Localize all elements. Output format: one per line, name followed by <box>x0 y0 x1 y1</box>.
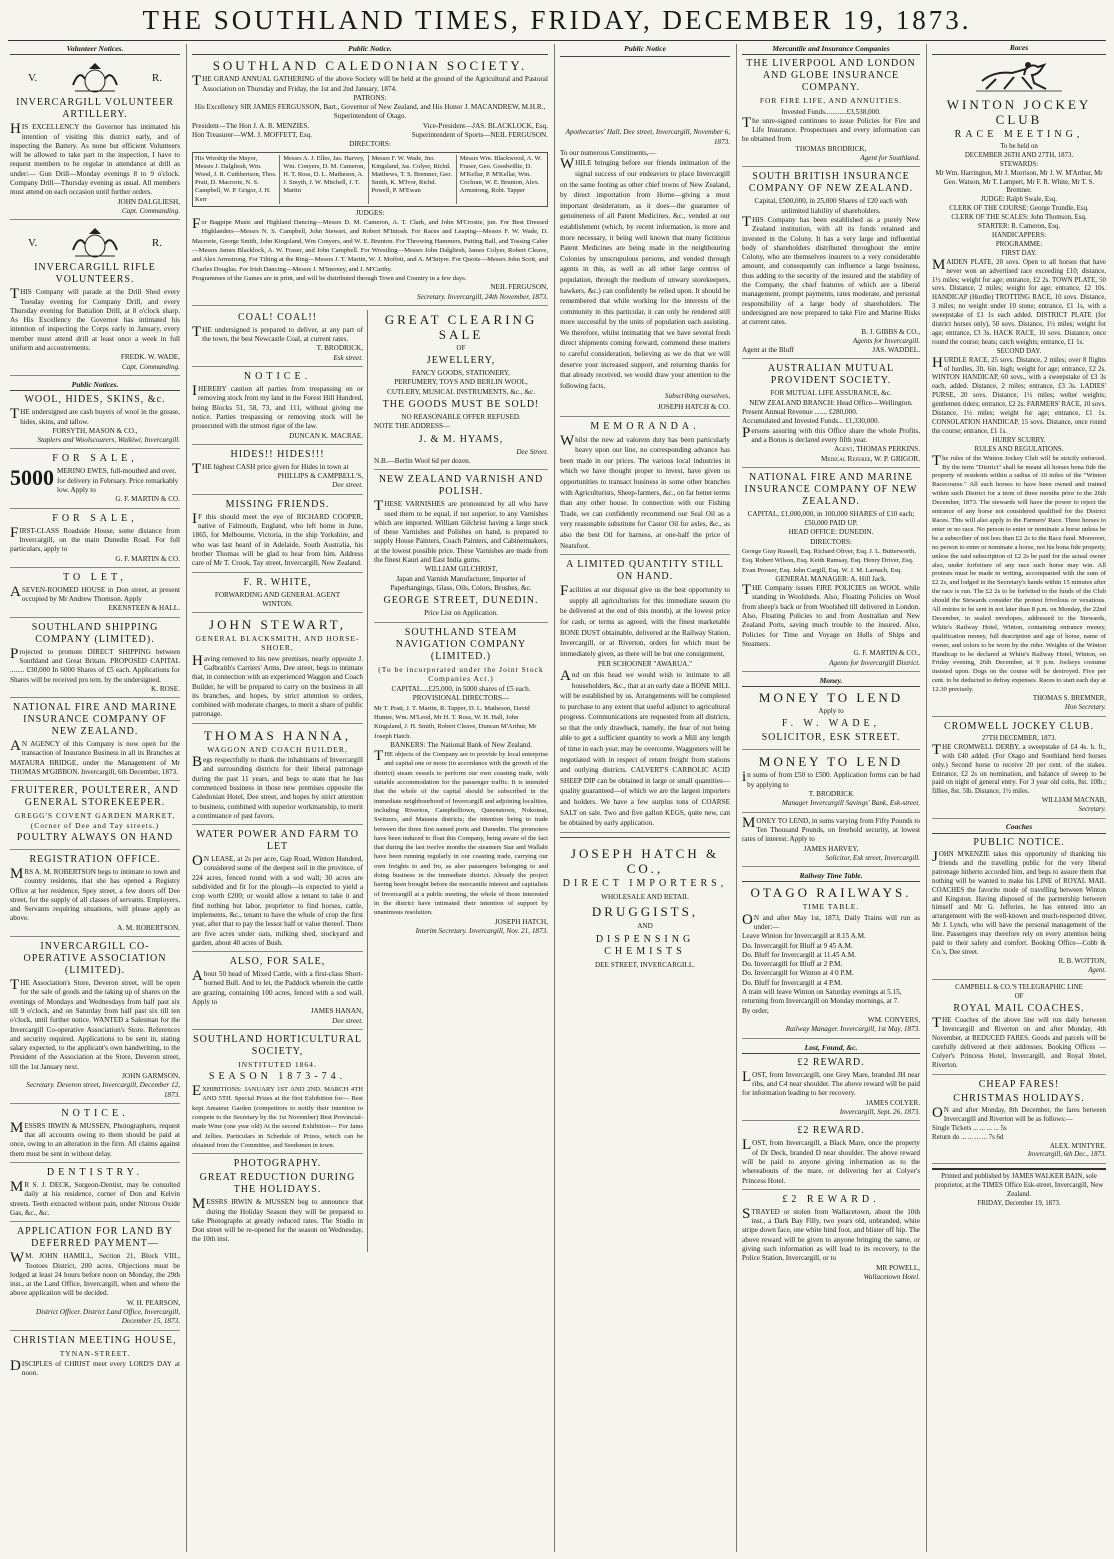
reward-notice: £2 REWARD. STRAYED or stolen from Wallacetown, about the 10th inst., a Dark Bay Filly, two years old, unbranded, white stripe down face, one white hind foot, and blister off hip. The above reward will be given to anyone bringing the same, or giving such information as will lead to its recovery, to the Police Station, Invercargill, or to MR POWELL, Wallacetown Hotel. <box>742 1193 920 1281</box>
to-let-advert: TO LET, ASEVEN-ROOMED HOUSE in Don street, at present occupied by Mr Andrew Thomson. Apply EKENSTEEN & HALL. <box>10 572 180 618</box>
artillery-notice: INVERCARGILL VOLUNTEER ARTILLERY. HIS EXCELLENCY the Governor has intimated his intention of visiting this district early, and of inspecting the Battery. As none but efficient Volunteers will be allowed to take part in the inspection, I have to request members to be regular in attendance at drill as under:— Gun Drill—Monday evenings 8 to 9 o'clock. Company Drill—Thursday evening as usual. All members must attend on each occasion until further orders. JOHN DALGLIESH, Capt. Commanding. <box>10 97 180 220</box>
coach-builder-advert: THOMAS HANNA, WAGGON AND COACH BUILDER, Begs respectfully to thank the inhabitants of Invercargill and surrounding districts for their liberal patronage during the past 11 years, and begs to state that he has commenced business in those new premises opposite the Caledonian Hotel, Dee street, and hopes by strict attention to business, combined with superior workmanship, to merit a continuance of past favors. <box>192 728 363 825</box>
amp-society-advert: AUSTRALIAN MUTUAL PROVIDENT SOCIETY. FOR MUTUAL LIFE ASSURANCE, &c. NEW ZEALAND BRANCH: Head Office—Wellington. Present Annual Revenue ....... £280,000. Accumulated and Invested Funds... £1,330,000. Persons assuring with this Office share the whole Profits, and a Bonus is declared every fifth year. Agent, THOMAS PERKINS. Medical Referee, W. P. GRIGOR. <box>742 363 920 467</box>
section-heading: Public Notice <box>560 44 730 57</box>
money-to-lend-advert: MONEY TO LEND, in sums varying from Fifty Pounds to Ten Thousand Pounds, on freehold security, at lowest rates of interest. Apply to JAMES HARVEY, Solicitor, Esk street, Invercargill. <box>742 817 920 867</box>
column-2-lower <box>192 310 368 1252</box>
section-heading: Coaches <box>932 823 1106 834</box>
newspaper-title: THE SOUTHLAND TIMES, FRIDAY, DECEMBER 19, 1873. <box>142 5 972 35</box>
timetable-row: Do. Invercargill for Bluff at 9 45 A.M. <box>742 941 853 950</box>
winton-jockey-club-advert: WINTON JOCKEY CLUB RACE MEETING, To be held on DECEMBER 26TH AND 27TH, 1873. STEWARDS: Mr Wm. Harrington, Mr J. Morrison, Mr J. W. M'Arthur, Mr Geo. Watson, Mr T. Lampert, Mr F. R. White, Mr T. S. Bremner. JUDGE: Ralph Swale, Esq. CLERK OF THE COURSE: George Trundle, Esq. CLERK OF THE SCALES: John Thomson, Esq. STARTER: R. Cameron, Esq. HANDICAPPERS: PROGRAMME: FIRST DAY. MAIDEN PLATE, 20 sovs. Open to all horses that have never won an advertised race exceeding £10; distance, 1½ miles; weight for age; entrance, £2 2s. TOWN PLATE, 50 sovs. Distance, 2 miles; weight for age; entrance, £2 10s. HANDICAP (Hurdle) TROTTING RACE, 10 sovs. Distance, 3 miles; no weight under 10 stone; entrance, £1 1s, with a sweepstake of £1 1s each added. DISTRICT PLATE (for district horses only), 50 sovs. Distance, 1½ miles; weight for age; entrance, £3 3s. HACK RACE, 10 sovs. Distance, once round the course; heats; catch weights; entrance, £1 1s. SECOND DAY. HURDLE RACE, 25 sovs. Distance, 2 miles; over 8 flights of hurdles, 3ft. 6in. high; weight for age; entrance, £2 2s. WINTON HANDICAP, 60 sovs., with a sweepstake of £3 3s each, added. Distance, 2 miles; entrance, £3 3s. LADIES' PURSE, 20 sovs. Distance, 1½ miles; welter weights; gentlemen riders; entrance, £2 2s. FARMERS' RACE, 10 sovs. Distance, 1½ miles; weight for age; entrance, £1 1s. CONSOLATION HANDICAP, 15 sovs. Distance, once round the course; entrance, £1 1s. HURRY SCURRY. RULES AND REGULATIONS. The rules of the Winton Jockey Club will be strictly enforced. By the term "District" shall be meant all horses bona fide the property of residents within a radius of 10 miles of the "Winton Racecourse." All such horses to have been owned and trained within such District for a term of three months prior to the 26th December, 1873. The stewards will have the power to reject the entrance of any horse not considered qualified for the District Races. This will also apply to the Farmers' Race. Three horses to enter or no race. No person to enter or nominate a horse unless he be a subscriber of not less than £2 2s to the Race fund. Moreover, no person to enter or nominate a horse, not his bona fide property, unless the said subscription of £2 2s be paid for the actual owner also, under forfeiture of any race such horse may win. All protests must be made in writing, accompanied with the sum of £2 2s, and lodged in the Secretary's hands within 15 minutes after the race is run. The £2 2s to be forfeited to the funds of the Club should the Stewards consider the protest frivolous or vexatious. All entries to be sent in not later than 8 p.m. on Monday, the 22nd December, in sealed envelopes, addressed to the Stewards, White's Railway Hotel, Winton, containing entrance money, qualification money, full description and age of horse, name of owner, and colors to be worn by the rider. Weights of the Winton Handicap to be declared at White's Railway Hotel, Winton, on Friday evening, 26th December, at 9 p.m. Jockeys costume insisted upon. Dogs on the course will be destroyed. Five per cent. to be deducted to defray expenses. Races to start each day at 12.30 precisely. THOMAS S. BREMNER, Hon Secretary. <box>932 97 1106 717</box>
timetable-row: Do. Bluff for Invercargill at 4 P.M. <box>742 978 843 987</box>
section-heading: Railway Time Table. <box>742 871 920 882</box>
crest-icon <box>65 61 125 95</box>
column-rule <box>736 44 737 1552</box>
national-fire-marine-advert: NATIONAL FIRE AND MARINE INSURANCE COMPANY OF NEW ZEALAND. CAPITAL, £1,000,000, in 100,000 SHARES of £10 each; £50,000 PAID UP. HEAD OFFICE: DUNEDIN. DIRECTORS: George Gray Russell, Esq. Richard Oliver, Esq. J. L. Butterworth, Esq. Robert Wilson, Esq. Keith Ramsay, Esq. Henry Driver, Esq. Evan Prosser, Esq. John Cargill, Esq. W. J. M. Larnach, Esq. GENERAL MANAGER: A. Hill Jack. THE Company issues FIRE POLICIES on WOOL while standing in Woolsheds. Also, Floating Policies on Wool from sheep's back or from Woolshed till delivered in London. Also, Floating Policies to and from Australian and New Zealand Ports, saving much trouble to the insured. Also, Policies for Time and Voyage on Hulls of Ships and Steamers. G. F. MARTIN & CO., Agents for Invercargill District. <box>742 472 920 672</box>
racehorse-icon <box>974 59 1064 93</box>
wool-advert: WOOL, HIDES, SKINS, &c. THE undersigned are cash buyers of wool in the grease, hides, skins, and tallow. FORSYTH, MASON & CO., Staplers and Woolscourers, Waikiwi, Invercargill. <box>10 394 180 449</box>
section-heading: Races <box>932 44 1106 55</box>
printer-imprint: Printed and published by JAMES WALKER BAIN, sole proprietor, at the TIMES Office Esk-street, Invercargill, New Zealand. FRIDAY, December 19, 1873. <box>932 1168 1106 1212</box>
farm-to-let-advert: WATER POWER AND FARM TO LET ON LEASE, at 2s per acre, Gap Road, Winton Hundred, considered some of the deepest soil in the province, of 224 acres, fenced round with a sod wall; 30 acres are subdivided and fit for the plough—is expected to yield a crop worth £200; or would allow a tenant to take it and find nothing but labor, proprietor to find horses, cattle, implements, &c., tenant to have the whole of crop the first year, after that to pay the lessor half or value thereof. There are five acres under oats, milking shed, stockyard and garden, about 40 acres of Bush. <box>192 829 363 952</box>
bone-dust-notice: A LIMITED QUANTITY STILL ON HAND. Facilities at our disposal give us the best opportunity to supply all agriculturists for this immediate season (to be delivered at the end of this month), at the lowest price for cash, or terms as agreed, with the finest marketable BONE DUST obtainable, delivered at the Railway Station, Invercargill, or at Riverton, orders for which must be immediately given, as there will be but one consignment, PER SCHOONER "AWARUA." And on this head we would wish to intimate to all householders, &c., that at an early date a BONE MILL will be established by us. Arrangements will be completed to purchase to any extent that useful adjunct to agricultural progress. Communications are requested from all districts, so that the only drawback, namely, the fear of not being able to get a sufficient quantity to work a Mill any length of time in each year, may be overcome. Waggoners will be negotiated with in respect of return freight from stations and outlying districts. CALVERT'S CARBOLIC ACID SHEEP DIP can be obtained in large or small quantities—quality guaranteed—of which we are the largest importers and holders. We have a few surplus tons of COARSE SALT on sale. Two and five gallon KEGS, quite new, can be obtained by early application. <box>560 559 730 833</box>
column-2-3 <box>188 44 552 1552</box>
hides-advert: HIDES!! HIDES!!! THE highest CASH price given for Hides in town at PHILLIPS & CAMPBELL'S, Dee street. <box>192 449 363 495</box>
column-rule <box>554 44 555 1552</box>
varnish-advert: NEW ZEALAND VARNISH AND POLISH. THESE VARNISHES are pronounced by all who have used them to be equal, if not superior, to any Varnishes which are imported. William Gilchrist having a large stock of these Varnishes and Polishes on hand, is prepared to supply House Painters, Coach Painters, and Cabinetmakers, at the lowest possible price. These Varnishes are made from the finest Kauri and East India gums. WILLIAM GILCHRIST, Japan and Varnish Manufacturer, Importer of Paperhangings, Glass, Oils, Colors, Brushes, &c. GEORGE STREET, DUNEDIN. Price List on Application. <box>374 474 548 622</box>
shipping-company-advert: SOUTHLAND SHIPPING COMPANY (LIMITED). Projected to promote DIRECT SHIPPING between Southland and Great Britain. PROPOSED CAPITAL ........ £30,000 In 6000 Shares of £5 each. Applications for Shares will be received pro tem. by the undersigned. K. ROSE. <box>10 622 180 698</box>
section-heading: Public Notice. <box>192 44 548 55</box>
roadside-house-advert: FOR SALE, FIRST-CLASS Roadside House, some distance from Invercargill, on the main Dunedin Road. For full particulars, apply to G. F. MARTIN & CO. <box>10 513 180 568</box>
photographers-notice: NOTICE. MESSRS IRWIN & MUSSEN, Photographers, request that all accounts owing to them should be paid at once, owing to an alteration in the firm. All claims against them must be sent in without delay. <box>10 1108 180 1163</box>
section-heading: Mercantile and Insurance Companies <box>742 44 920 55</box>
photography-advert: PHOTOGRAPHY. GREAT REDUCTION DURING THE HOLIDAYS. MESSRS IRWIN & MUSSEN beg to announce that during the Holiday Season they will be prepared to take Photographs at greatly reduced rates. The Studio in Don street will be re-opened for the season on Wednesday, the 10th inst. <box>192 1158 364 1244</box>
memoranda: MEMORANDA. Whilst the new ad valorem duty has been particularly heavy upon our line, no corresponding advance has been made in our prices. The various local industries in which we have thought proper to invest, have given us opportunities to transact business in some other branches with Agriculturists, Sheep-farmers, &c., on far better terms than any other house. In connection with our Fishing Trade, we can confidently recommend our Seal Oil as a very reasonable substitute for Castor Oil for axles, &c., as also the best Oil for harness, at one-half the price of Neatsfoot. <box>560 421 730 556</box>
coaches-notice: PUBLIC NOTICE. JOHN M'KENZIE takes this opportunity of thanking his friends and the travelling public for the very liberal patronage hitherto accorded him, and begs to assure them that nothing will be wanted to make his LINE of ROYAL MAIL COACHES the favorite mode of travelling between Winton and Kingston. Having disposed of the partnership between himself and Mr G. Jefferies, he has entered into an arrangement with the well-known and much-respected driver, Mr J. Lynch, who will have the personal management of the line. Passengers may therefore rely on every attention being paid to their safety and comfort. Booking Office—Cobb & Co.'s, Dee street. R. B. WOTTON, Agent. <box>932 837 1106 980</box>
reward-notice: £2 REWARD. LOST, from Invercargill, one Grey Mare, branded JH near ribs, and C4 near shoulder. The above reward will be paid for information leading to her recovery. JAMES COLYER. Invercargill, Sept. 26, 1873. <box>742 1057 920 1121</box>
timetable-row: Do. Invercargill for Winton at 4 0 P.M. <box>742 969 854 978</box>
missing-friends-notice: MISSING FRIENDS. IF this should meet the eye of RICHARD COOPER, native of Falmouth, England, who left home in June, 1865, for Melbourne, Victoria, in the ship Yorkshire, and who was last heard of in Adelaide, South Australia, his brother Thomas will be glad to hear from him. Address care of Mr T. Crook, Tay street, Invercargill, New Zealand. <box>192 499 363 573</box>
section-heading: Lost, Found, &c. <box>742 1043 920 1054</box>
blacksmith-advert: JOHN STEWART, GENERAL BLACKSMITH, AND HORSE-SHOER, Having removed to his new premises, nearly opposite J. Galbraith's Carriers' Arms, Dee street, begs to intimate that, in connection with an experienced Waggon and Coach Builder, he will be prepared to carry on the business in all its branches, and hopes, by strict attention to orders, combined with moderate charges, to merit a share of public patronage. <box>192 617 363 724</box>
meeting-house-notice: CHRISTIAN MEETING HOUSE, TYNAN-STREET. DISCIPLES of CHRIST meet every LORD'S DAY at noon. <box>10 1334 180 1378</box>
reward-notice: £2 REWARD. LOST, from Invercargill, a Black Mare, once the property of Dr Deck, branded D near shoulder. The above reward will be paid to anyone giving information as to the whereabouts of the mare, or delivering her at Colyer's Princess Hotel. <box>742 1125 920 1189</box>
timetable-row: Leave Winton for Invercargill at 8.15 A.M. <box>742 932 866 941</box>
caledonian-society-notice: SOUTHLAND CALEDONIAN SOCIETY. THE GRAND ANNUAL GATHERING of the above Society will be held at the ground of the Agricultural and Pastoral Association on Thursday and Friday, the 1st and 2nd January, 1874. PATRONS: His Excellency SIR JAMES FERGUSSON, Bart., Governor of New Zealand, and His Honor J. MACANDREW, M.H.R., Superintendent of Otago. President—The Hon J. A. R. MENZIES. Vice-President—JAS. BLACKLOCK, Esq. Hon Treasurer—WM. J. MOFFETT, Esq. Superintendent of Sports—NEIL FERGUSON. DIRECTORS: His Worship the Mayor, Messrs J. Dalgliesh, Wm. Wood, J. R. Cuthbertson, Thos. Pratt, D. Macrorie, N. S. Campbell, W. P. Grigor, J. H. Kerr Messrs A. J. Elles, Jas. Harvey, Wm. Conyers, D. M. Cameron, H. T. Ross, D. L. Matheson, A. J. Smyth, J. W. Mitchell, J. T. Martin Messrs F. W. Wade, Jno. Kingsland, Jas. Colyer, Richd. Matthews, T. S. Bremner, Geo. Smith, K. M'Ivor, Richd. Powell, P. M'Ewan Messrs Wm. Blackwood, A. W. Fraser, Geo. Goodwillie, D. M'Kellar, P. M'Kellar, Wm. Cochran, W. E. Brunton, Alex. Armstrong, Robt. Tapper JUDGES: For Bagpipe Music and Highland Dancing—Messrs D. M. Cameron, A. T. Clark, and John M'Crostie, jun. For Best Dressed Highlanders—Messrs N. S. Campbell, John Stewart, and Robert M'Intosh. For Races and Leaping—Messrs F. W. Wade, D. Macrorie, George Smith, John Kingsland, Wm Conyers, and W. E. Brunton. For Throwing Hammers, Putting Ball, and Tossing Caber—Messrs James Blacklock, A. W. Fraser, and John Campbell. For Wrestling—Messrs John Dalgliesh, James Colyer, Robert Cleave, and Alex Armstrong. For Tilting at the Ring—Messrs J. T. Martin, W. J. Moffett, and A. M'Intyre. For Quoits—Messrs John Scott, and Charles Douglas. For Irish Dancing—Messrs J. M'Inerney, and J. M'Carthy. Programmes of the Games are in print, and will be distributed through Town and Country in a few days. NEIL FERGUSON, Secretary. Invercargill, 24th November, 1873. <box>192 58 548 306</box>
column-1 <box>6 44 184 1552</box>
coal-advert: COAL! COAL!! THE undersigned is prepared to deliver, at any part of the town, the best Newcastle Coal, at current rates. T. BRODRICK, Esk street. <box>192 312 363 367</box>
column-4 <box>556 44 734 1552</box>
forwarding-agent-advert: F. R. WHITE, FORWARDING AND GENERAL AGENT WINTON. <box>192 577 363 614</box>
timetable-row: Do. Bluff for Invercargill at 11.45 A.M. <box>742 950 857 959</box>
timetable-row: Do. Invercargill for Bluff at 2 P.M. <box>742 960 843 969</box>
south-british-insurance-advert: SOUTH BRITISH INSURANCE COMPANY OF NEW ZEALAND. Capital, £500,000, in 25,000 Shares of £20 each with unlimited liability of shareholders. THIS Company has been established as a purely New Zealand institution, with all its funds retained and invested in the Colony. It has a very large and influential body of shareholders distributed throughout the entire Colony, who are themselves insurers to a very considerable amount, and consequently can influence a large business, thus adding to the security of the insured and the stability of the Company, the chief features of which are a liberal management, prompt payments, rates moderate, and personal responsibility of a large body of shareholders. The undersigned are now prepared to take Fire and Marine Risks at current rates. B. J. GIBBS & CO., Agents for Invercargill. Agent at the Bluff JAS. WADDEL. <box>742 171 920 359</box>
money-to-lend-advert: MONEY TO LEND Apply to F. W. WADE, SOLICITOR, ESK STREET. <box>742 690 920 750</box>
registration-office-advert: REGISTRATION OFFICE. MRS A. M. ROBERTSON begs to intimate to town and country residents, that she has opened a Registry Office at her residence, Spey street, a few doors off Dee street, for the supply of all classes of servants. Employers, and Servants requiring situations, will please apply as above. A. M. ROBERTSON. <box>10 854 180 937</box>
section-heading: Volunteer Notices. <box>10 44 180 55</box>
cromwell-jockey-club-advert: CROMWELL JOCKEY CLUB. 27TH DECEMBER, 1873. THE CROMWELL DERBY, a sweepstake of £4 4s. h. ft., with £40 added. (For Otago and Southland bred horses only.) Second horse to receive 20 per cent. of the stakes. Entrance, £2 2s on nomination, and balance of sweep to be paid on night of general entry. For 3 year old colts, 8st. 10lb.; fillies, 8st. 5lb. Distance, 1½ miles. WILLIAM MACNAB, Secretary. <box>932 721 1106 819</box>
railway-timetable: OTAGO RAILWAYS. TIME TABLE. ON and after May 1st, 1873, Daily Trains will run as under:— Leave Winton for Invercargill at 8.15 A.M. Do. Invercargill for Bluff at 9 45 A.M. Do. Bluff for Invercargill at 11.45 A.M. Do. Invercargill for Bluff at 2 P.M. Do. Invercargill for Winton at 4 0 P.M. Do. Bluff for Invercargill at 4 P.M. A train will leave Winton on Saturday evenings at 5.15, returning from Invercargill on Monday mornings, at 7. By order, WM. CONYERS, Railway Manager. Invercargill, 1st May, 1873. <box>742 885 920 1038</box>
column-rule <box>186 44 187 1552</box>
masthead-rule <box>8 40 1106 41</box>
trespass-notice: NOTICE. IHEREBY caution all parties from trespassing on or removing stock from my land in the Forest Hill Hundred, being Blocks 51, 58, 73, and 111, without giving me notice. Parties trespassing or removing stock will be prosecuted with the utmost rigor of the law. DUNCAN K. MACRAE. <box>192 371 363 445</box>
royal-crest: V. R. <box>28 226 162 260</box>
royal-crest: V. R. <box>28 61 162 95</box>
land-application-notice: APPLICATION FOR LAND BY DEFERRED PAYMENT— WM. JOHN HAMILL, Section 21, Block VIII., Tootoes District, 200 acres. Objections must be lodged at least 24 hours before noon on Monday, the 29th inst., at the Land Office, Invercargill, when and where the above application will be decided. W. H. PEARSON, District Officer. District Land Office, Invercargill, December 15, 1873. <box>10 1226 180 1330</box>
dentistry-advert: DENTISTRY. MR S. J. DECK, Surgeon-Dentist, may be consulted daily at his residence, corner of Don and Kelvin streets. Teeth extracted without pain, under Nitrous Oxide Gas, &c., &c. <box>10 1167 180 1222</box>
column-6 <box>928 44 1110 1552</box>
national-fire-advert: NATIONAL FIRE AND MARINE INSURANCE COMPANY OF NEW ZEALAND. AN AGENCY of this Company is now open for the transaction of Insurance Business in all its Branches at MATAURA BRIDGE, under the Management of Mr THOMAS M'GIBBON. Invercargill, 6th December, 1873. <box>10 702 180 781</box>
clearing-sale-advert: GREAT CLEARING SALE OF JEWELLERY, FANCY GOODS, STATIONERY, PERFUMERY, TOYS AND BERLIN WOOL, CUTLERY, MUSICAL INSTRUMENTS, &c., &c. THE GOODS MUST BE SOLD! NO REASONABLE OFFER REFUSED. NOTE THE ADDRESS— J. & M. HYAMS, Dee Street. N.B.—Berlin Wool 6d per dozen. <box>374 312 548 470</box>
cattle-sale-advert: ALSO, FOR SALE, About 50 head of Mixed Cattle, with a first-class Short-horned Bull. And to let, the Paddock wherein the cattle are grazing, containing 100 acres, fenced with a sod wall. Apply to JAMES HANAN, Dee street. <box>192 956 363 1030</box>
ewes-advert: FOR SALE, 5000 MERINO EWES, full-mouthed and over, for delivery in February. Price remarkably low. Apply to G. F. MARTIN & CO. <box>10 453 180 508</box>
masthead <box>0 0 1114 40</box>
column-5 <box>738 44 924 1552</box>
section-heading: Public Notices. <box>10 380 180 391</box>
crest-icon <box>65 226 125 260</box>
liverpool-insurance-advert: THE LIVERPOOL AND LONDON AND GLOBE INSURANCE COMPANY. FOR FIRE LIFE, AND ANNUITIES. Invested Funds............£3,538,000. The unre-signed continues to issue Policies for Fire and Life Insurance. Prospectuses and every information can be obtained from THOMAS BRODRICK, Agent for Southland. <box>742 58 920 167</box>
apothecaries-letter: Apothecaries' Hall, Dee street, Invercargill, November 6, 1873. To our numerous Constituents,— WHILE bringing before our friends intimation of the signal success of our endeavors to place Invercargill on the same footing as other chief towns of New Zealand, by direct importation from Home—giving a most important desideratum, as it does—the guarantee of genuineness of all Patent Medicines, &c., vended at our establishment (which, by recent information, is more and more necessary, it being well known that many fictitious Patent Medicines are being made in the neighbouring Colonies by unscrupulous persons, and vended through agents in this, as well as all other large centres of population, through the medium of unwary storekeepers, hawkers, &c.) can confidently be relied upon. It should be remembered that while working for the interests of the community in this particular, it can only be rendered still more successful by the units of population each assisting. We therefore, whilst intimating that we have several fresh direct shipments coming forward, commend these matters to careful consideration, believing as we do that we will deserve your increased support, and returning thanks for that already received, we would draw your attention to the following facts, Subscribing ourselves, JOSEPH HATCH & CO. <box>560 127 730 417</box>
directors-table: His Worship the Mayor, Messrs J. Dalgliesh, Wm. Wood, J. R. Cuthbertson, Thos. Pratt, D. Macrorie, N. S. Campbell, W. P. Grigor, J. H. Kerr Messrs A. J. Elles, Jas. Harvey, Wm. Conyers, D. M. Cameron, H. T. Ross, D. L. Matheson, A. J. Smyth, J. W. Mitchell, J. T. Martin Messrs F. W. Wade, Jno. Kingsland, Jas. Colyer, Richd. Matthews, T. S. Bremner, Geo. Smith, K. M'Ivor, Richd. Powell, P. M'Ewan Messrs Wm. Blackwood, A. W. Fraser, Geo. Goodwillie, D. M'Kellar, P. M'Kellar, Wm. Cochran, W. E. Brunton, Alex. Armstrong, Robt. Tapper <box>192 152 548 207</box>
horticultural-society-advert: SOUTHLAND HORTICULTURAL SOCIETY, INSTITUTED 1864. SEASON 1873-74. EXHIBITIONS: JANUARY 1ST AND 2ND. MARCH 4TH AND 5TH. Special Prizes at the first Exhibition for— Best kept Amateur Garden (competitors to notify their intention to compete to the Secretary by the 1st November) Best Provincial-made Wine (one year old) At the second Exhibition— For Jams and Jellies. Particulars in Schedule of Prizes, which can be obtained from the Committee, and Seedsmen in town. <box>192 1034 363 1154</box>
cheap-fares-advert: CHEAP FARES! CHRISTMAS HOLIDAYS. ON and after Monday, 8th December, the fares between Invercargill and Riverton will be as follows:— Single Tickets ... ... ... ... 5s Return do ... ... ... ... 7s 6d ALEX. M'INTYRE. Invercargill, 6th Dec., 1873. <box>932 1079 1106 1164</box>
cooperative-advert: INVERCARGILL CO-OPERATIVE ASSOCIATION (LIMITED). THE Association's Store, Deveron street, will be open for the sale of goods and the taking up of shares on the evenings of Mondays and Wednesdays from half past six till 9 o'clock, and on Saturday from half past six till ten o'clock, until further notice. WANTED a Salesman for the Invercargill Co-operative Association's Store. References and security required. Applications to be sent in, stating salary expected, to the applicant's own handwriting, to the President of the Association at the Store, Deveron street, till the 1st January next. JOHN GARMSON, Secretary. Deveron street, Invercargill, December 12, 1873. <box>10 941 180 1104</box>
royal-mail-coaches-advert: CAMPBELL & CO.'S TELEGRAPHIC LINE OF ROYAL MAIL COACHES. THE Coaches of the above line will run daily between Invercargill and Riverton on and after Monday, 4th November, at REDUCED FARES. Goods and parcels will be carefully delivered at their addresses. Booking Offices — Colyer's Princess Hotel, Invercargill, and Royal Hotel, Riverton. <box>932 984 1106 1075</box>
rifle-volunteers-notice: INVERCARGILL RIFLE VOLUNTEERS. THIS Company will parade at the Drill Shed every Tuesday evening for Company Drill, and every Thursday evening for Battalion Drill, at 8 o'clock sharp. As His Excellency the Governor has intimated his intention of inspecting the Corps early in January, every member must attend drill at least once a week in full uniform and accoutrements. FREDK. W. WADE, Capt. Commanding. <box>10 262 180 376</box>
fruiterer-advert: FRUITERER, POULTERER, AND GENERAL STOREKEEPER. GREGG'S COVENT GARDEN MARKET, (Corner of Dee and Tay streets.) POULTRY ALWAYS ON HAND <box>10 785 180 850</box>
column-rule <box>926 44 927 1552</box>
money-to-lend-advert: MONEY TO LEND in sums of from £50 to £500. Application forms can be had by applying to T. BRODRICK Manager Invercargill Savings' Bank, Esk-street. <box>742 754 920 812</box>
steam-navigation-advert: SOUTHLAND STEAM NAVIGATION COMPANY (LIMITED.) (To be incorporated under the Joint Stock Companies Act.) CAPITAL....£25,000, in 5000 shares of £5 each. PROVISIONAL DIRECTORS— Mr T. Pratt, J. T. Martin, R. Tapper, D. L. Matheson, David Hunter, Wm. M'Leod, Mr H. T. Ross, W. H. Hall, John Kingsland, J. H. Smith, Robert Cleave, Duncan M'Arthur, Mr Joseph Hatch. BANKERS: The National Bank of New Zealand. THE objects of the Company are to provide by local enterprise and capital one or more (in accordance with the growth of the district) steam vessels to perform our own coasting trade, with suitable accommodation for the passenger traffic. It is intended that the whole of the capital should be subscribed in the immediate neighbourhood of Invercargill and adjoining localities, including Riverton, Campbelltown, Queenstown, Nokomai, Switzers, and Mataura districts; the intention being to trade between the three first named ports and Dunedin. The promoters have been induced to float this Company, being aware of the fact that during the last twelve months the steamers Star and Wallabi have been running regularly in our coasting trade, carrying our own freights to and fro, as also passengers belonging to and doing business in the immediate district. Already the project having been brought before the mercantile interest and capitalists of Invercargill at a public meeting, the whole of those interested in the district have intimated their intention of support by unanimous resolution. JOSEPH HATCH, Interim Secretary. Invercargill, Nov. 21, 1873. <box>374 626 548 935</box>
section-heading: Money. <box>742 676 920 687</box>
hatch-druggists-advert: JOSEPH HATCH & CO., DIRECT IMPORTERS, WHOLESALE AND RETAIL DRUGGISTS, AND DISPENSING CHEMISTS DEE STREET, INVERCARGILL. <box>560 837 730 974</box>
column-3-lower <box>374 310 548 1252</box>
